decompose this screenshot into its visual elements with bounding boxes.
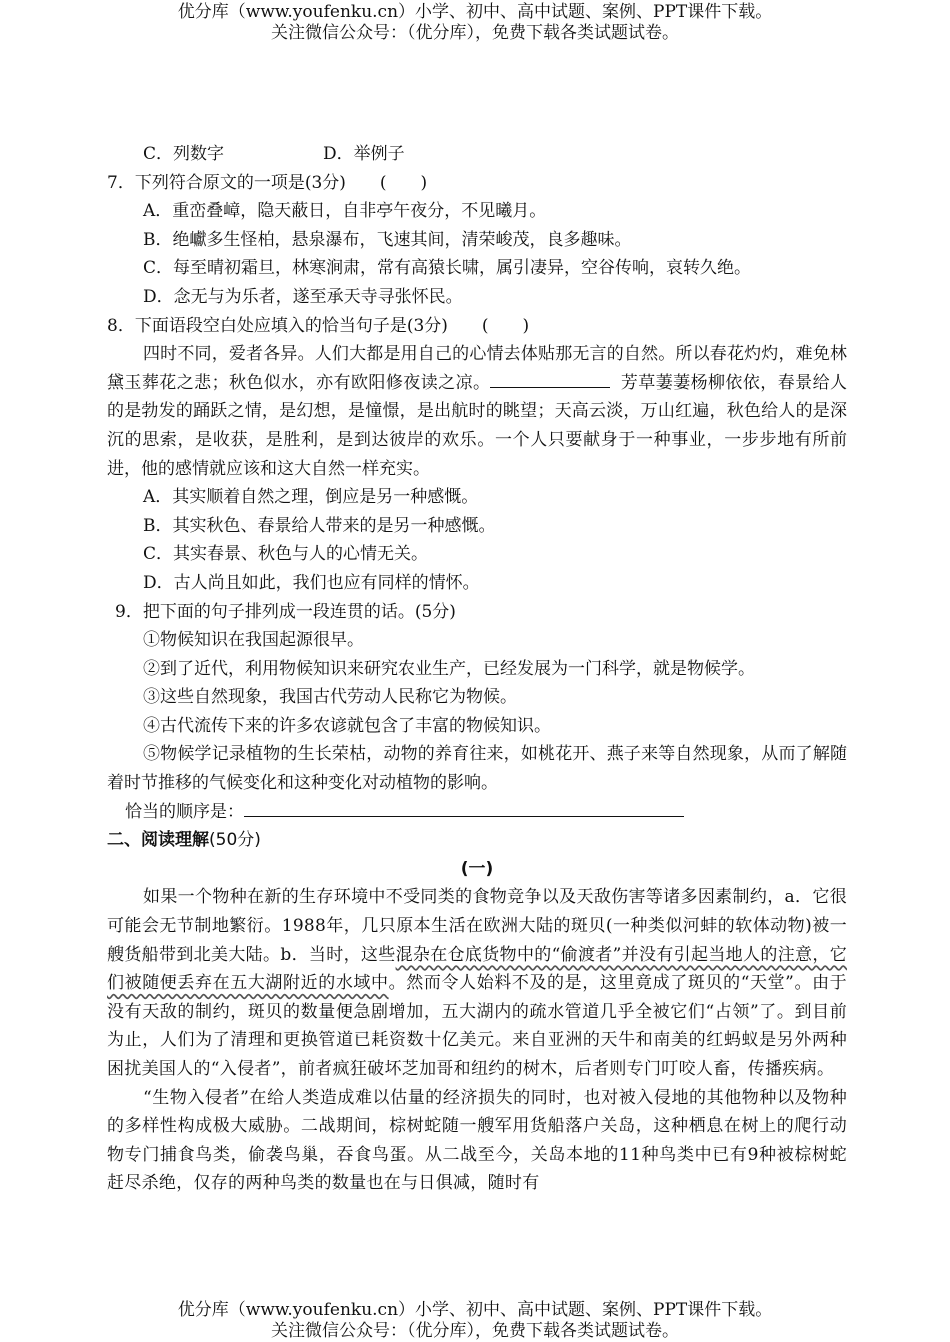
q8-option-d: D．古人尚且如此，我们也应有同样的情怀。 — [143, 572, 480, 593]
q7-option-b: B．绝巘多生怪柏，悬泉瀑布，飞速其间，清荣峻茂，良多趣味。 — [143, 229, 632, 250]
q9-answer-line — [107, 798, 847, 827]
q9-item-3: ③这些自然现象，我国古代劳动人民称它为物候。 — [143, 687, 517, 708]
section2-score: (50分) — [209, 830, 261, 851]
page-header — [0, 2, 950, 44]
footer-line-1: 优分库（www.youfenku.cn）小学、初中、高中试题、案例、PPT课件下载。 — [177, 1300, 773, 1320]
reading-p1-wavy-underlined: 混杂在仓底货物中的“偷渡者”并没有引起当地人的注意，它们被随便丢弃在五大湖附近的水域中 — [107, 944, 848, 994]
reading-p1-part1: 如果一个物种在新的生存环境中不受同类的食物竞争以及天敌伤害等诸多因素制约，a．它很可能会无节制地繁衍。1988年，几只原本生活在欧洲大陆的斑贝(一种类似河蚌的软体动物)被一艘货船带到北美大陆。b．当时，这些 — [107, 887, 847, 965]
page-footer — [0, 1300, 950, 1342]
q9-answer-blank — [244, 800, 684, 817]
reading-paragraph-1 — [107, 883, 847, 1083]
q8-stem: 8．下面语段空白处应填入的恰当句子是(3分) ( ) — [107, 315, 530, 336]
q7-stem: 7．下列符合原文的一项是(3分) ( ) — [107, 172, 428, 193]
reading-part-title: (一) — [460, 858, 494, 879]
section2-title: 二、阅读理解 — [107, 830, 209, 851]
q6-option-c: C．列数字 — [143, 144, 225, 164]
reading-paragraph-2: “生物入侵者”在给人类造成难以估量的经济损失的同时，也对被入侵地的其他物种以及物种的多样性构成极大威胁。二战期间，棕树蛇随一艘军用货船落户关岛，这种栖息在树上的爬行动物专门捕食鸟类，偷袭鸟巢，吞食鸟蛋。从二战至今，关岛本地的11种鸟类中已有9种被棕树蛇赶尽杀绝，仅存的两种鸟类的数量也在与日俱减，随时有 — [107, 1087, 847, 1194]
q8-passage-before: 四时不同，爱者各异。人们大都是用自己的心情去体贴那无言的自然。所以春花灼灼，难免林黛玉葬花之悲；秋色似水，亦有欧阳修夜读之凉。 — [107, 344, 847, 393]
footer-line-2: 关注微信公众号：（优分库），免费下载各类试题试卷。 — [271, 1321, 679, 1341]
q8-option-c: C．其实春景、秋色与人的心情无关。 — [143, 544, 429, 565]
q6-options — [107, 140, 847, 169]
q6-option-d: D．举例子 — [323, 144, 405, 164]
q7-option-a: A．重峦叠嶂，隐天蔽日，自非亭午夜分，不见曦月。 — [143, 201, 547, 222]
header-line-1: 优分库（www.youfenku.cn）小学、初中、高中试题、案例、PPT课件下载。 — [177, 2, 773, 22]
reading-p1-part2: 。然而令人始料不及的是，这里竟成了斑贝的“天堂”。由于没有天敌的制约，斑贝的数量便急剧增加，五大湖内的疏水管道几乎全被它们“占领”了。到目前为止，人们为了清理和更换管道已耗资数十亿美元。来自亚洲的天牛和南美的红蚂蚁是另外两种困扰美国人的“入侵者”，前者疯狂破坏芝加哥和纽约的树木，后者则专门叮咬人畜，传播疾病。 — [107, 973, 847, 1079]
q9-item-2: ②到了近代，利用物候知识来研究农业生产，已经发展为一门科学，就是物候学。 — [143, 658, 755, 679]
q9-stem: 9．把下面的句子排列成一段连贯的话。(5分) — [115, 601, 456, 622]
q7-option-d: D．念无与为乐者，遂至承天寺寻张怀民。 — [143, 286, 463, 307]
q9-item-1: ①物候知识在我国起源很早。 — [143, 630, 364, 651]
q8-passage — [107, 340, 847, 483]
q8-option-a: A．其实顺着自然之理，倒应是另一种感慨。 — [143, 487, 479, 508]
exam-page-body — [107, 140, 847, 1198]
q8-answer-blank — [490, 371, 610, 388]
q9-item-5: ⑤物候学记录植物的生长荣枯，动物的养育往来，如桃花开、燕子来等自然现象，从而了解随着时节推移的气候变化和这种变化对动植物的影响。 — [107, 744, 847, 794]
q8-passage-after: 芳草萋萋杨柳依依，春景给人的是勃发的踊跃之情，是幻想，是憧憬，是出航时的眺望；天高云淡，万山红遍，秋色给人的是深沉的思索，是收获，是胜利，是到达彼岸的欢乐。一个人只要献身于一种事业，一步步地有所前进，他的感情就应该和这大自然一样充实。 — [107, 372, 848, 479]
q9-item-4: ④古代流传下来的许多农谚就包含了丰富的物候知识。 — [143, 715, 551, 736]
section2-heading — [107, 826, 847, 855]
q7-option-c: C．每至晴初霜旦，林寒涧肃，常有高猿长啸，属引凄异，空谷传响，哀转久绝。 — [143, 258, 752, 279]
q8-option-b: B．其实秋色、春景给人带来的是另一种感慨。 — [143, 515, 496, 536]
header-line-2: 关注微信公众号：（优分库），免费下载各类试题试卷。 — [271, 23, 679, 43]
q9-answer-label: 恰当的顺序是： — [125, 801, 244, 822]
